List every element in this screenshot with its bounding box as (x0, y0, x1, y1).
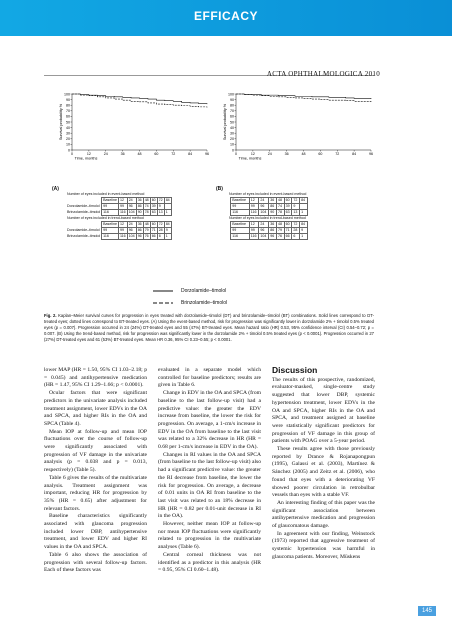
table-cell: 99 (231, 228, 249, 234)
table-header-cell: Baseline (231, 198, 249, 204)
table-cell: 104 (128, 234, 135, 238)
body-column-3 (272, 367, 375, 562)
y-tick-label: 40 (230, 125, 234, 130)
paragraph: Ocular factors that were significant predictors in the univariate analysis included treatment assignment, lower EDVs in the OA and SPCA, and higher RIs in the OA and SPCA (Table 4). (44, 390, 147, 427)
table-cell: 96 (259, 204, 269, 210)
survival-line-bt (72, 94, 207, 107)
x-tick-label: 96 (369, 152, 373, 156)
y-tick-label: 0 (68, 148, 70, 153)
body-column-2 (158, 367, 261, 575)
caption-label: Fig. 2. (44, 313, 57, 318)
table-cell: 99 (102, 228, 119, 234)
table-header-cell: Baseline (103, 198, 117, 202)
journal-name: ACTA OPHTHALMOLOGICA 2010 (266, 70, 380, 78)
table-cell: 63 (151, 210, 156, 214)
table-cell: 39 (284, 204, 292, 210)
y-tick-label: 80 (230, 103, 234, 108)
legend-item-bt (153, 297, 227, 309)
section-banner (0, 0, 452, 36)
table-cell: 9 (164, 228, 171, 234)
y-axis-label: Survival probability % (59, 103, 63, 141)
y-tick-label: 70 (230, 109, 234, 114)
y-tick-label: 30 (66, 131, 70, 136)
table-header-cell: 24 (127, 198, 136, 204)
table-cell: 90 (269, 210, 277, 216)
figure-caption (44, 313, 374, 343)
table-cell: 28 (158, 228, 163, 232)
table-header-cell: 72 (158, 198, 163, 202)
paragraph: Table 6 also shows the association of progression with several follow-up factors. Each of these factors was (44, 551, 147, 574)
x-tick-label: 60 (318, 152, 323, 156)
panel-label-b: (B) (216, 186, 223, 192)
table-cell: 116 (102, 210, 119, 216)
table-row (66, 234, 171, 240)
table-header-cell: 60 (151, 222, 156, 226)
table-cell: 116 (231, 210, 249, 216)
chart-legend (153, 285, 227, 309)
table-cell: 104 (128, 210, 135, 214)
table-cell: 116 (119, 234, 126, 238)
paragraph: Change in EDV in the OA and SPCA (from baseline to the last follow-up visit) had a predictive value: the greater the EDV increase from baseline, the lower the risk for progression. On average, a 1-cm/s increase in EDV in the OA from baseline to the last visit was related to a 32% decrease in HR (HR = 0.68 per 1-cm/s increase in EDV in the OA). (158, 390, 261, 451)
y-tick-label: 50 (230, 120, 234, 125)
y-tick-label: 60 (230, 114, 234, 119)
paragraph: Changes in RI values in the OA and SPCA (from baseline to the last follow-up visit) also had a significant predictive value: the greater the RI decrease from baseline, the lower the risk for progression. On average, a decrease of 0.01 units in OA RI from baseline to the last visit was related to an 18% decrease in HR (HR = 0.82 per 0.01-unit decrease in RI in the OA). (158, 451, 261, 520)
y-tick-label: 90 (230, 97, 234, 102)
x-tick-label: 24 (103, 152, 108, 156)
table-cell: 13 (158, 210, 163, 214)
table-cell: 9 (300, 228, 308, 234)
x-axis-label: Time, months (238, 156, 262, 161)
paragraph: These results agree with those previously reported by Drance & Rojanapongpun (1995), Galassi et al. (2003), Martínez & Sánchez (2005) and Zeitz et al. (2006), who found that eyes with a deteriorating VF showed poorer circulation in retrobulbar vessels than eyes with a stable VF. (272, 446, 375, 499)
table-cell: 66 (284, 234, 292, 240)
table-cell: 28 (292, 228, 300, 234)
discussion-heading: Discussion (272, 365, 318, 375)
y-tick-label: 60 (66, 114, 70, 119)
x-tick-label: 36 (120, 152, 125, 156)
x-tick-label: 12 (250, 152, 255, 156)
table-header-cell: 48 (276, 198, 284, 204)
table-header-cell: 24 (259, 222, 269, 228)
table-cell: 1 (164, 210, 171, 216)
legend-label-dt: Dorzolamide–timolol (181, 288, 227, 294)
table-cell: 86 (269, 228, 277, 234)
paragraph: Central corneal thickness was not identified as a predictor in this analysis (HR = 0.95, 95% CI 0.60–1.48). (158, 551, 261, 574)
x-tick-label: 24 (267, 152, 272, 156)
x-tick-label: 72 (171, 152, 176, 156)
table-cell: 99 (231, 204, 249, 210)
table-cell: 76 (276, 234, 284, 240)
table-cell: 74 (276, 204, 284, 210)
x-tick-label: 72 (335, 152, 340, 156)
table-header-cell: 60 (284, 198, 292, 204)
table-cell: 116 (249, 234, 259, 240)
table-cell: 116 (231, 234, 249, 240)
table-header-cell: 12 (118, 222, 127, 228)
table-cell: 96 (137, 234, 142, 238)
table-cell: 99 (249, 204, 259, 210)
table-cell: 13 (292, 210, 300, 216)
table-cell: 96 (127, 204, 136, 210)
y-tick-label: 0 (232, 148, 234, 153)
table-cell: 96 (127, 228, 136, 234)
survival-chart-a (58, 92, 218, 162)
y-tick-label: 20 (230, 137, 234, 142)
row-label: Dorzolamide–timolol (67, 228, 100, 232)
x-axis-label: Time, months (74, 156, 98, 161)
table-header-cell: 48 (276, 222, 284, 228)
table-header-cell: 60 (284, 222, 292, 228)
paragraph: Baseline characteristics significantly associated with glaucoma progression included lower DBP, antihypertensive treatment, and lower EDV and higher RI values in the OA and SPCA. (44, 513, 147, 551)
table-cell: 96 (269, 234, 277, 240)
legend-item-dt (153, 285, 227, 297)
table-header-cell: 72 (292, 222, 300, 228)
paragraph: lower MAP (HR = 1.50, 95% CI 1.03–2.18; p = 0.045) and antihypertensive medication (HR = 1.47, 95% CI 1.29–1.66; p < 0.0001). (44, 367, 147, 389)
table-cell: 79 (144, 228, 149, 232)
table-cell: 39 (151, 204, 156, 208)
table-cell: 74 (144, 204, 149, 208)
table-cell: 116 (249, 210, 259, 216)
row-label: Brinzolamide–timolol (67, 210, 101, 214)
table-cell: 79 (276, 228, 284, 234)
table-cell: 116 (102, 234, 119, 240)
table-header-cell: Baseline (231, 222, 249, 228)
x-tick-label: 84 (188, 152, 193, 156)
row-label: Dorzolamide–timolol (67, 204, 100, 208)
page-number: 145 (418, 606, 436, 616)
x-tick-label: 48 (301, 152, 306, 156)
y-tick-label: 100 (228, 92, 234, 97)
table-header-cell: Baseline (103, 222, 117, 226)
table-caption: Number of eyes included in event-based method (229, 192, 307, 196)
table-cell: 104 (259, 234, 269, 240)
panel-label-a: (A) (52, 186, 59, 192)
paragraph: The results of this prospective, randomized, evaluator-masked, single-centre study suggested that lower DBP, systemic hypertension treatment, lower EDVs in the OA and SPCA, higher RIs in the OA and SPCA, and treatment assigned at baseline were statistically significant predictors for progression of VF damage in this group of patients with POAG over a 5-year period. (272, 376, 375, 445)
y-axis-label: Survival probability % (223, 103, 227, 141)
table-caption-row (228, 192, 307, 198)
table-cell: 78 (276, 210, 284, 216)
table-header-cell: 36 (269, 198, 277, 204)
caption-text: Kaplan–Meier survival curves for progression in eyes treated with dorzolamide–timolol (DT) and brinzolamide–timolol (BT) combinations. Solid lines correspond to DT-treated eyes; dotted lines correspond to BT-treated eyes. (A) Using the event-based method, risk for progression was significantly lower in dorzolamide 2% + timolol 0.5% treated eyes (p = 0.007). Progression occurred in 24 (24%) DT-treated eyes and 55 (47%) BT-treated eyes. Mean hazard ratio (HR) 0.53, 95% confidence interval (CI) 0.54–0.72; p = 0.007. (B) Using the trend-based method, risk for progression was significantly lower in the dorzolamide 2% + timolol 0.5% treated eyes (p < 0.0001). Progression occurred in 27 (27%) DT-treated eyes and 61 (53%) BT-treated eyes. Mean HR 0.36, 95% CI 0.23–0.55; p < 0.0001. (44, 313, 374, 342)
y-tick-label: 10 (230, 142, 234, 147)
table-cell: 99 (249, 228, 259, 234)
table-cell: 9 (157, 204, 164, 210)
table-cell: 86 (137, 228, 142, 232)
table-header-cell: 72 (158, 222, 163, 226)
table-header-cell: 36 (137, 198, 142, 202)
x-tick-label: 0 (235, 152, 237, 156)
y-tick-label: 20 (66, 137, 70, 142)
table-cell: 76 (144, 234, 149, 238)
legend-dashed-line (153, 301, 173, 305)
table-header-cell: 36 (269, 222, 277, 228)
table-cell: 78 (144, 210, 149, 214)
table-caption: Number of eyes included in trend-based method (229, 216, 306, 220)
x-tick-label: 0 (71, 152, 73, 156)
table-header-cell: 12 (118, 198, 127, 204)
chart-panel-a (58, 92, 218, 162)
paragraph: Table 6 gives the results of the multivariate analysis. Treatment assignment was important, reducing HR for progression by 35% (HR = 0.65) after adjustment for relevant factors. (44, 474, 147, 512)
eyes-table-b (228, 192, 308, 240)
table-header-cell: 84 (300, 222, 308, 228)
table-cell: 6 (292, 234, 300, 240)
x-tick-label: 12 (86, 152, 91, 156)
table-cell: 1 (300, 234, 308, 240)
table-header-cell: 48 (144, 222, 149, 226)
row-label: Brinzolamide–timolol (67, 234, 101, 238)
paragraph: In agreement with our finding, Weinstock (1973) reported that aggressive treatment of systemic hypertension was harmful in glaucoma patients. Moreover, Müskens (272, 530, 375, 560)
table-cell: 104 (259, 210, 269, 216)
paragraph: However, neither mean IOP at follow-up nor mean IOP fluctuations were significantly related to progression in the multivariate analyses (Table 6). (158, 521, 261, 551)
table-header-cell: 24 (259, 198, 269, 204)
table-cell: 6 (157, 234, 164, 240)
eyes-table-a (66, 192, 172, 240)
paragraph: Mean IOP at follow-up and mean IOP fluctuations over the course of follow-up were significantly associated with progression of VF damage in the univariate analysis (p = 0.038 and p = 0.013, respectively) (Table 5). (44, 428, 147, 474)
x-tick-label: 84 (352, 152, 357, 156)
x-tick-label: 96 (205, 152, 209, 156)
table-cell: 96 (259, 228, 269, 234)
table-cell: 1 (164, 234, 171, 240)
table-header-cell: 24 (127, 222, 136, 228)
table-caption: Number of eyes included in trend-based method (67, 216, 144, 220)
x-tick-label: 60 (154, 152, 159, 156)
table-cell: 99 (102, 204, 119, 210)
table-caption-row (228, 216, 307, 222)
table-header-cell: 36 (137, 222, 142, 226)
table-header-cell: 60 (151, 198, 156, 202)
survival-line-dt (236, 94, 371, 99)
table-header-cell: 12 (249, 198, 259, 204)
table-cell: 86 (137, 204, 142, 208)
x-tick-label: 48 (137, 152, 142, 156)
body-column-1 (44, 367, 147, 575)
section-title: EFFICACY (194, 9, 258, 23)
y-tick-label: 90 (66, 97, 70, 102)
survival-chart-b (222, 92, 382, 162)
table-header-cell: 12 (249, 222, 259, 228)
y-tick-label: 30 (230, 131, 234, 136)
table-header-cell: 84 (165, 222, 170, 226)
table-cell: 116 (119, 210, 126, 214)
table-cell: 99 (118, 204, 127, 210)
table-cell: 90 (137, 210, 142, 214)
y-tick-label: 80 (66, 103, 70, 108)
table-caption: Number of eyes included in event-based method (67, 192, 145, 196)
y-tick-label: 40 (66, 125, 70, 130)
table-header-cell: 48 (144, 198, 149, 202)
table-row (228, 234, 307, 240)
table-cell: 71 (284, 228, 292, 234)
table-cell: 1 (300, 210, 308, 216)
y-tick-label: 70 (66, 109, 70, 114)
table-cell: 71 (151, 228, 156, 232)
y-tick-label: 100 (64, 92, 70, 97)
y-tick-label: 50 (66, 120, 70, 125)
table-cell: 63 (284, 210, 292, 216)
paragraph: evaluated in a separate model which controlled for baseline predictors; results are given in Table 6. (158, 367, 261, 389)
table-header-cell: 84 (300, 198, 308, 204)
legend-label-bt: Brinzolamide–timolol (181, 300, 228, 306)
table-header-cell: 72 (292, 198, 300, 204)
table-cell: 9 (292, 204, 300, 210)
table-header-cell: 84 (165, 198, 170, 202)
legend-solid-line (153, 289, 173, 293)
paragraph: An interesting finding of this paper was the significant association between antihypertensive medication and progression of glaucomatous damage. (272, 499, 375, 530)
x-tick-label: 36 (284, 152, 289, 156)
y-tick-label: 10 (66, 142, 70, 147)
table-cell: 66 (151, 234, 156, 238)
chart-panel-b (222, 92, 382, 162)
table-cell: 86 (269, 204, 277, 210)
table-cell: 99 (118, 228, 127, 234)
